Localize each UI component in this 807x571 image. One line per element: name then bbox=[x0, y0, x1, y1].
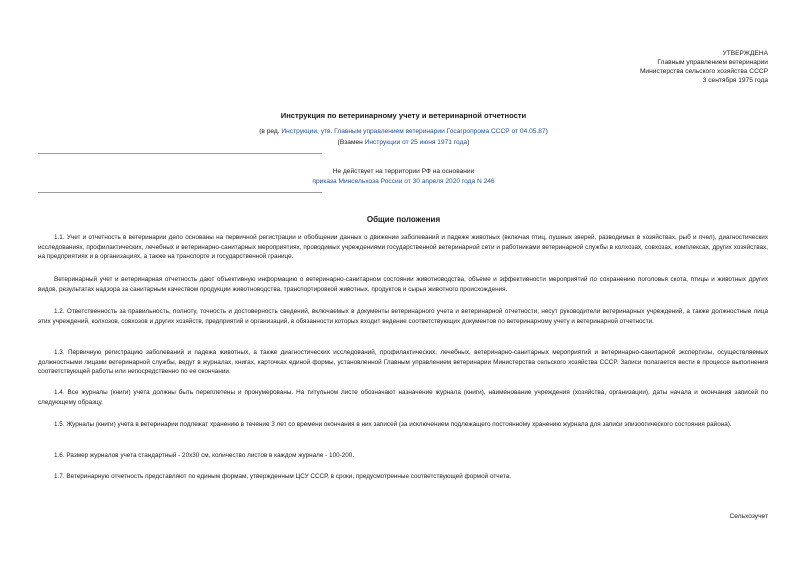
paragraph-1-5: 1.5. Журналы (книги) учета в ветеринарии подлежат хранению в течение 3 лет со времени окончания в них записей (за исключением подлежащего постоянному хранению журнала для записи эпизоотического состояния района). bbox=[54, 421, 732, 428]
replaces-prefix: (Взамен bbox=[337, 139, 365, 146]
status-line: Не действует на территории РФ на основании bbox=[332, 168, 475, 175]
status-order-link[interactable]: приказа Минсельхоза России от 30 апреля 2020 года N 246 bbox=[312, 178, 495, 185]
paragraph-1-7: 1.7. Ветеринарную отчетность представляют по единым формам, утвержденным ЦСУ СССР, в сроки, предусмотренные соответствующей формой отчета. bbox=[54, 473, 512, 480]
approval-line-1: УТВЕРЖДЕНА bbox=[722, 50, 768, 57]
section-title: Общие положения bbox=[366, 215, 441, 224]
replaces-link[interactable]: Инструкции от 25 июня 1971 года bbox=[364, 139, 468, 146]
paragraph-1-6: 1.6. Размер журналов учета стандартный - 20x30 см, количество листов в каждом журнале - 100-200. bbox=[54, 452, 355, 459]
approval-stamp bbox=[640, 49, 768, 85]
paragraph-1-1-cont: Ветеринарный учет и ветеринарная отчетность дают объективную информацию о ветеринарно-санитарном состоянии животноводства, объеме и эффективности мероприятий по сохранению поголовья скота, птицы и животных других видов, результатах надзора за санитарным качеством продукции животноводства, транспортировкой животных, продуктов и сырья животного происхождения. bbox=[38, 276, 768, 293]
divider-bottom bbox=[38, 192, 322, 193]
approval-line-3: Министерства сельского хозяйства СССР bbox=[639, 68, 768, 75]
approval-line-2: Главным управлением ветеринарии bbox=[657, 59, 768, 66]
status-order-wrap bbox=[0, 177, 807, 186]
replaces-suffix: ) bbox=[467, 139, 470, 146]
paragraph-1-1: 1.1. Учет и отчетность в ветеринарии дело основаны на первичной регистрации и обобщении данных о движении заболеваний и падеже животных (включая птиц, пушных зверей, разводимых в хозяйствах, рыб и пчел), диагностических исследованиях, профилактических, лечебных и ветеринарно-санитарных мероприятиях, проводимых учреждениями государственной ветеринарной сети и работниками ветеринарной службы в колхозах, совхозах, комплексах, других хозяйствах, на предприятиях и в организациях, а также на транспорте и государственной границе. bbox=[38, 234, 768, 261]
revision-note bbox=[0, 127, 807, 136]
footer-note: Сельхозучет bbox=[729, 513, 768, 520]
paragraph-1-4: 1.4. Все журналы (книги) учета должны быть переплетены и пронумерованы. На титульном листе обозначают назначение журнала (книги), наименование учреждения (хозяйства, организации), даты начала и окончания записей по следующему образцу. bbox=[38, 389, 768, 406]
replaces-note bbox=[0, 138, 807, 147]
paragraph-1-3: 1.3. Первичную регистрацию заболеваний и падежа животных, а также диагностических исследований, профилактических, лечебных, ветеринарно-санитарных мероприятий и ветеринарно-санитарной экспертизы, осуществляемых должностными лицами ветеринарной службы, ведут в журналах, книгах, карточках единой формы, установленной Главным управлением ветеринарии Министерства сельского хозяйства СССР. Записи полагается вести в процессе выполнения соответствующей работы или непосредственно по ее окончании. bbox=[38, 349, 768, 376]
divider-top bbox=[38, 153, 322, 154]
document-title: Инструкция по ветеринарному учету и ветеринарной отчетности bbox=[280, 111, 527, 120]
paragraph-1-2: 1.2. Ответственность за правильность, полноту, точность и достоверность сведений, включаемых в документы ветеринарного учета и ветеринарной отчетности, несут руководители ветеринарных учреждений, а также должностные лица этих учреждений, колхозов, совхозов и других хозяйств, предприятий и организаций, в обязанности которых входит ведение соответствующих документов по ветеринарному учету и ветеринарной отчетности. bbox=[38, 308, 768, 325]
revision-link[interactable]: Инструкции, утв. Главным управлением ветеринарии Госагропрома СССР от 04.05.87 bbox=[281, 128, 546, 135]
revision-suffix: ) bbox=[545, 128, 548, 135]
approval-line-4: 3 сентября 1975 года bbox=[702, 77, 768, 84]
revision-prefix: (в ред. bbox=[259, 128, 282, 135]
